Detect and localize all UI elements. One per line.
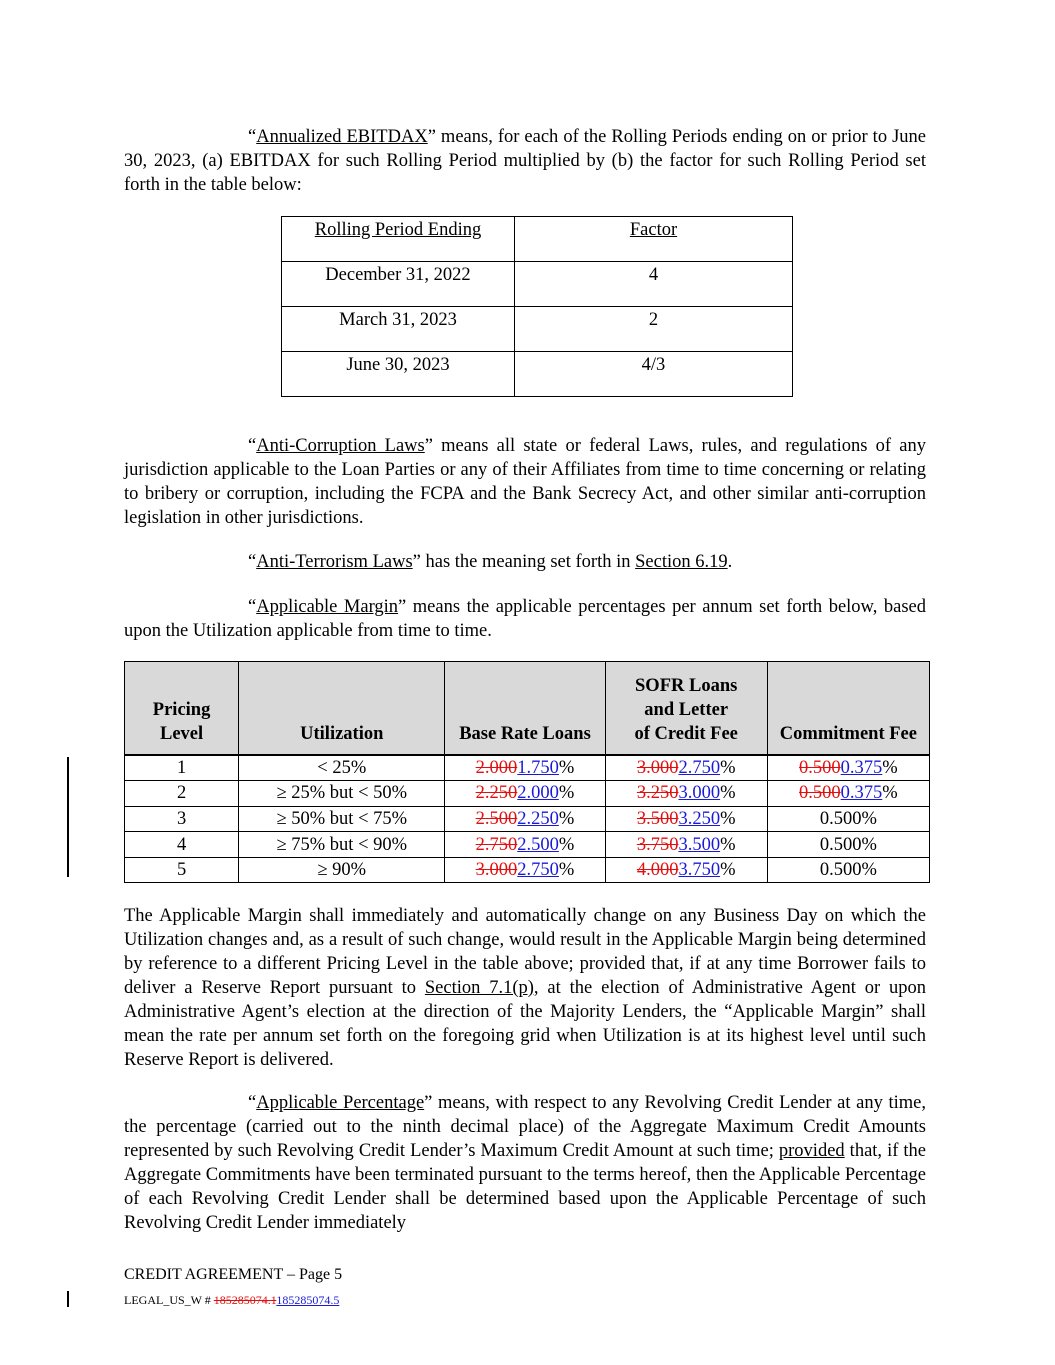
table-cell [125,832,239,858]
deleted-value: 3.000 [475,860,518,881]
period: . [727,552,733,572]
table-cell: March 31, 2023 [282,307,515,352]
table-cell [445,755,605,781]
table-row [282,352,793,397]
definition-text: that, if the Aggregate Commitments have been terminated pursuant to the terms hereof, then the Applicable Percentage of each Revolving Credit Lender shall be determined based upon the Applicable Percentage of such Revolving Credit Lender immediately [124,1141,926,1233]
table-cell [239,832,445,858]
defined-term: Applicable Margin [256,597,399,617]
inserted-value: 3.500 [678,834,721,855]
table-cell [605,857,767,883]
table-cell [239,755,445,781]
table-row [125,781,930,807]
table-cell [239,857,445,883]
cell-text: % [882,783,898,804]
cell-text: % [720,860,736,881]
table-cell [445,832,605,858]
cell-text: % [558,783,575,804]
cell-text: 2 [176,783,187,804]
column-header-base-rate: Base Rate Loans [445,662,605,755]
cell-text: % [558,808,575,829]
cell-text: ≥ 75% but < 90% [276,834,408,855]
cell-text: 0.500% [819,834,877,855]
section-reference: Section 7.1(p) [424,978,534,998]
deleted-value: 2.000 [475,757,518,778]
deleted-value: 3.500 [636,808,679,829]
open-quote: “ [248,436,257,456]
rolling-period-factor-table [281,216,793,397]
table-cell: December 31, 2022 [282,262,515,307]
cell-text: % [720,783,736,804]
defined-term: Annualized EBITDAX [256,127,428,147]
column-header: Factor [629,220,678,240]
column-header-pricing-level [125,662,239,755]
deleted-value: 3.000 [636,757,679,778]
table-cell: 2 [515,307,793,352]
section-reference: Section 6.19 [635,552,728,572]
table-cell [239,806,445,832]
table-row [282,262,793,307]
definition-applicable-percentage [124,1091,926,1235]
doc-prefix: LEGAL_US_W # [124,1293,214,1307]
inserted-value: 2.750 [517,860,559,881]
cell-text: % [882,757,898,778]
inserted-value: 0.375 [840,757,883,778]
inserted-text: 185285074.5 [276,1293,340,1307]
header-line: Pricing [152,699,211,720]
header-line: Level [159,723,204,744]
cell-text: % [720,808,736,829]
cell-text: 0.500% [819,860,877,881]
definition-text: ” means all state or federal Laws, rules, and regulations of any jurisdiction applicable to the Loan Parties or any of their Affiliates from time to time concerning or relating to bribery or corruption, including the FCPA and the Bank Secrecy Act, and other similar anti-corruption legislation in other jurisdictions. [124,436,926,528]
defined-term: Anti-Terrorism Laws [256,552,413,572]
table-cell [445,806,605,832]
cell-text: < 25% [317,757,367,778]
table-row [282,307,793,352]
table-row [125,806,930,832]
header-line: SOFR Loans [635,675,738,696]
table-row [125,755,930,781]
cell-text: 1 [176,757,187,778]
definition-text: ” means, for each of the Rolling Periods ending on or prior to June 30, 2023, (a) EBITDAX for such Rolling Period multiplied by (b) the factor for such Rolling Period set forth in the table below: [124,127,926,195]
deleted-value: 4.000 [636,860,679,881]
table-row [125,832,930,858]
table-row [125,857,930,883]
cell-text: 4 [176,834,187,855]
inserted-value: 3.750 [678,860,721,881]
definition-text: ” means, with respect to any Revolving Credit Lender at any time, the percentage (carried out to the ninth decimal place) of the Aggregate Maximum Credit Amounts represented by such Revolving Credit Lender’s Maximum Credit Amount at such time; [124,1093,926,1161]
table-cell [125,806,239,832]
inserted-value: 3.000 [678,783,721,804]
inserted-value: 2.000 [517,783,559,804]
cell-text: ≥ 25% but < 50% [276,783,408,804]
cell-text: 0.500% [819,808,877,829]
change-bar [67,757,69,877]
table-header-row [282,217,793,262]
column-header-commitment-fee: Commitment Fee [767,662,929,755]
definition-anti-terrorism-laws [124,550,926,574]
cell-text: % [558,834,575,855]
inserted-value: 0.375 [840,783,883,804]
column-header-utilization: Utilization [239,662,445,755]
inserted-value: 3.250 [678,808,721,829]
definition-annualized-ebitdax [124,125,926,197]
applicable-margin-table [124,661,930,883]
table-cell [605,781,767,807]
inserted-value: 2.750 [678,757,721,778]
deleted-value: 2.500 [475,808,518,829]
header-line: of Credit Fee [634,723,738,744]
table-cell: 4 [515,262,793,307]
column-header: Rolling Period Ending [314,220,482,240]
inserted-value: 1.750 [517,757,559,778]
table-cell [445,781,605,807]
table-cell [605,755,767,781]
deleted-value: 0.500 [799,757,841,778]
table-cell [605,832,767,858]
table-cell [767,806,929,832]
table-cell [605,806,767,832]
cell-text: % [558,860,575,881]
deleted-value: 3.750 [636,834,679,855]
cell-text: % [720,757,736,778]
definition-text: ” has the meaning set forth in [412,552,636,572]
table-cell [125,781,239,807]
table-cell [125,755,239,781]
cell-text: 5 [176,860,187,881]
document-number [124,1293,339,1308]
cell-text: ≥ 90% [317,860,367,881]
paragraph-text: The Applicable Margin shall immediately and automatically change on any Business Day on which the Utilization changes and, as a result of such change, would result in the Applicable Margin being determined by reference to a different Pricing Level in the table above; provided that, if at any time Borrower fails to deliver a Reserve Report pursuant to [124,906,926,998]
table-cell: 4/3 [515,352,793,397]
definition-text: ” means the applicable percentages per annum set forth below, based upon the Utilization applicable from time to time. [124,597,926,641]
deleted-value: 2.250 [475,783,518,804]
deleted-value: 0.500 [799,783,841,804]
header-line: and Letter [644,699,729,720]
change-bar [67,1291,69,1307]
table-cell [445,857,605,883]
deleted-text: 185285074.1 [213,1293,277,1307]
table-cell [767,832,929,858]
provided-term: provided [778,1141,845,1161]
paragraph-text: , at the election of Administrative Agent or upon Administrative Agent’s election at the direction of the Majority Lenders, the “Applicable Margin” shall mean the rate per annum set forth on the foregoing grid when Utilization is at its highest level until such Reserve Report is delivered. [124,978,927,1070]
open-quote: “ [248,552,257,572]
definition-applicable-margin [124,595,926,643]
open-quote: “ [248,127,257,147]
defined-term: Anti-Corruption Laws [256,436,425,456]
table-cell: June 30, 2023 [282,352,515,397]
table-header-row [125,662,930,755]
deleted-value: 2.750 [475,834,518,855]
column-header-sofr [605,662,767,755]
table-cell [767,781,929,807]
definition-anti-corruption-laws [124,434,926,530]
page-footer-title: CREDIT AGREEMENT – Page 5 [124,1266,343,1283]
table-cell [239,781,445,807]
deleted-value: 3.250 [636,783,679,804]
applicable-margin-paragraph [124,904,926,1072]
open-quote: “ [248,1093,257,1113]
cell-text: ≥ 50% but < 75% [276,808,408,829]
inserted-value: 2.250 [517,808,559,829]
cell-text: % [558,757,575,778]
table-cell [767,857,929,883]
defined-term: Applicable Percentage [256,1093,425,1113]
inserted-value: 2.500 [517,834,559,855]
open-quote: “ [248,597,257,617]
cell-text: % [720,834,736,855]
table-cell [767,755,929,781]
table-cell [125,857,239,883]
cell-text: 3 [176,808,187,829]
